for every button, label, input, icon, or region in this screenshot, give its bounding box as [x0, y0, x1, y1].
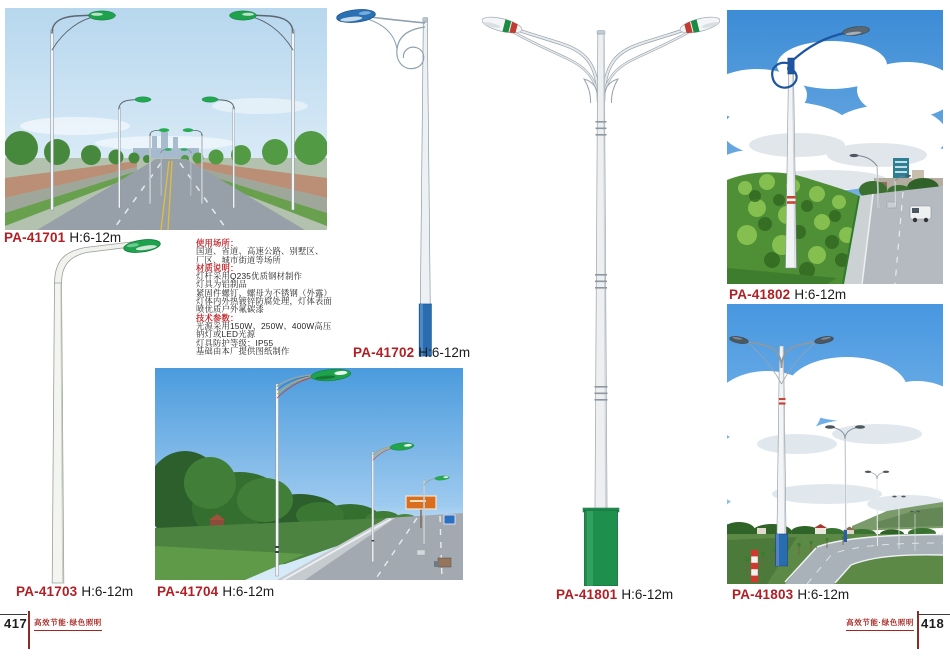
page-number-left: 417: [4, 616, 28, 631]
lamp-head-green: [89, 11, 116, 20]
height-spec: H:6-12m: [69, 230, 122, 245]
striped-bollard: [751, 550, 758, 582]
height-spec: H:6-12m: [418, 345, 471, 360]
spec-material-title: 材质说明：: [196, 262, 239, 273]
spec-usage-title: 使用场所：: [196, 238, 239, 248]
avenue-rendering: [5, 8, 327, 230]
spec-line: 国道、省道、高速公路、别墅区、: [196, 246, 324, 257]
product-label-41801: [556, 587, 673, 602]
render-pole-41702: [330, 6, 462, 358]
product-label-41701: [4, 230, 121, 245]
product-label-41704: [157, 584, 274, 599]
right-arm: [602, 11, 720, 104]
spec-line: 厂区、城市街道等场所: [196, 254, 281, 265]
product-label-41703: [16, 584, 133, 599]
highway-photo: [155, 368, 463, 580]
product-label-41803: [732, 587, 849, 602]
warning-rings: [779, 398, 786, 405]
spec-line: 灯具为铝制品: [196, 279, 247, 290]
model-number: PA-41802: [729, 287, 791, 302]
model-number: PA-41704: [157, 584, 219, 599]
double-arm-pole-rendering: [482, 6, 720, 586]
model-number: PA-41703: [16, 584, 78, 599]
height-spec: H:6-12m: [797, 587, 850, 602]
product-label-41702: [353, 345, 470, 360]
road-sign: [444, 515, 455, 524]
model-number: PA-41702: [353, 345, 415, 360]
spiral-arm-pole-rendering: [330, 6, 462, 358]
footer-rule-right: [919, 614, 950, 615]
single-arm-pole-blue: [336, 8, 431, 356]
warning-rings: [787, 196, 796, 204]
footer-divider-left: [28, 611, 30, 649]
spec-line: 光源采用150W、250W、400W高压: [196, 320, 332, 331]
page-number-right: 418: [921, 616, 945, 631]
spec-tech-title: 技术参数：: [196, 312, 239, 323]
footer-rule-left: [0, 614, 27, 615]
footer-slogan-right: 高效节能·绿色照明: [846, 617, 914, 631]
lamp-head-green: [230, 11, 257, 20]
spec-line: 灯具防护等级：IP55: [196, 337, 274, 348]
spec-line: 紧固件螺钉、螺母为不锈钢（外露）: [196, 287, 332, 298]
photo-street-41802: [727, 10, 943, 284]
lamp-head-blue: [336, 8, 376, 24]
model-number: PA-41803: [732, 587, 794, 602]
spec-line: 钠灯或LED光源: [196, 329, 256, 340]
left-arm: [482, 11, 600, 104]
height-spec: H:6-12m: [81, 584, 134, 599]
footer-slogan-left: 高效节能·绿色照明: [34, 617, 102, 631]
product-label-41802: [729, 287, 846, 302]
road: [861, 186, 943, 284]
spec-line: 灯体内外热镀锌防腐处理，灯体表面: [196, 296, 332, 307]
single-arm-pole: [52, 238, 161, 583]
height-spec: H:6-12m: [794, 287, 847, 302]
render-pole-41801: [482, 6, 720, 586]
model-number: PA-41801: [556, 587, 618, 602]
height-spec: H:6-12m: [621, 587, 674, 602]
photo-highway-41704: [155, 368, 463, 580]
lamp-head-green: [123, 238, 161, 255]
height-spec: H:6-12m: [222, 584, 275, 599]
street-photo: [727, 10, 943, 284]
spiral-arm: [363, 16, 425, 69]
spec-line: 灯杆采用Q235优质钢材制作: [196, 271, 303, 282]
footer-divider-right: [917, 611, 919, 649]
photo-road-41803: [727, 304, 943, 584]
spec-line: 喷优质户外氟碳漆: [196, 304, 264, 315]
photo-avenue-41701: [5, 8, 327, 230]
road-photo: [727, 304, 943, 584]
model-number: PA-41701: [4, 230, 66, 245]
double-arm-pole: [482, 11, 720, 586]
spec-line: 基础由本厂提供图纸制作: [196, 345, 290, 356]
